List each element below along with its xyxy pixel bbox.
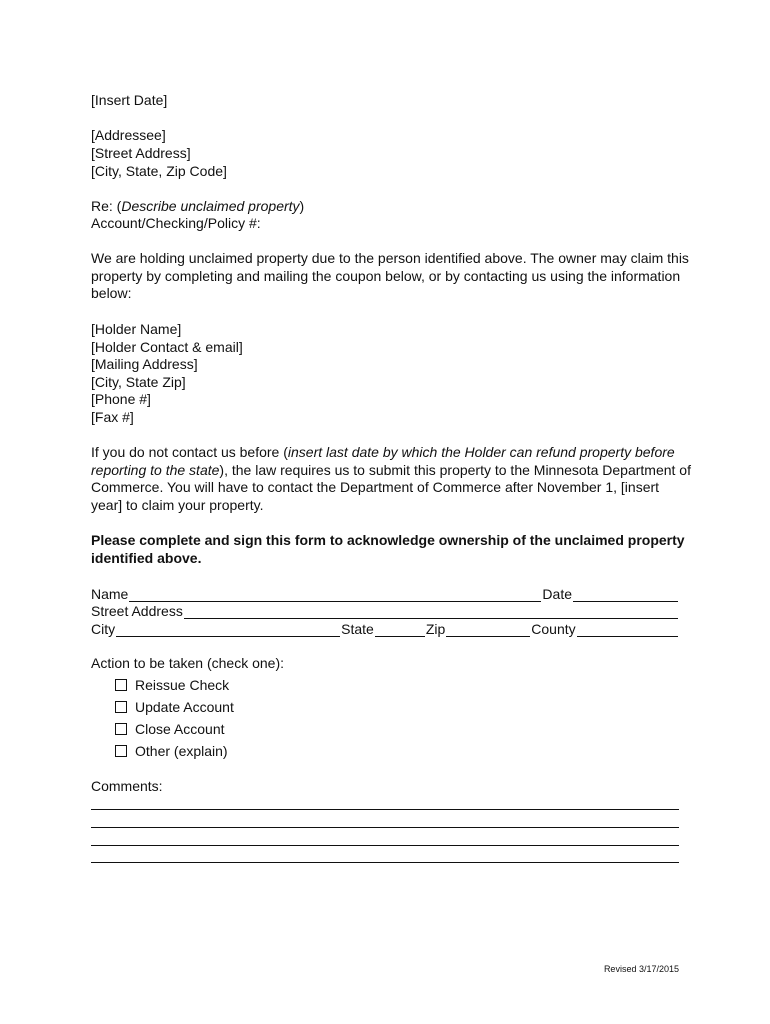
action-label-close: Close Account: [135, 721, 225, 737]
comments-label: Comments:: [91, 778, 163, 794]
holder-name: [Holder Name]: [91, 321, 182, 337]
checkbox-reissue[interactable]: [115, 679, 127, 691]
street-address: [Street Address]: [91, 145, 191, 161]
insert-date: [Insert Date]: [91, 92, 168, 108]
notice-paragraph: [91, 444, 691, 514]
form-heading: [91, 532, 691, 567]
intro-paragraph: [91, 250, 691, 303]
street-label: Street Address: [91, 603, 183, 619]
re-description: Describe unclaimed property: [121, 198, 300, 214]
checkbox-other[interactable]: [115, 745, 127, 757]
name-field[interactable]: [129, 587, 541, 602]
holder-fax: [Fax #]: [91, 409, 134, 425]
notice-suffix: ), the law requires us to submit this property to the Minnesota Department of Commerce. You will have to contact the Department of Commerce after November 1, [insert year] to claim your property.: [91, 461, 691, 513]
state-field[interactable]: [375, 622, 425, 637]
state-label: State: [341, 621, 374, 637]
action-option-close[interactable]: [115, 720, 225, 738]
street-field[interactable]: [184, 604, 678, 619]
holder-mailing: [Mailing Address]: [91, 356, 198, 372]
date-field[interactable]: [573, 587, 678, 602]
county-label: County: [531, 621, 576, 637]
re-prefix: Re: (: [91, 198, 122, 214]
county-field[interactable]: [577, 622, 678, 637]
action-option-update[interactable]: [115, 698, 234, 716]
holder-city: [City, State Zip]: [91, 374, 186, 390]
date-label: Date: [542, 586, 572, 602]
action-label-reissue: Reissue Check: [135, 677, 230, 693]
checkbox-update[interactable]: [115, 701, 127, 713]
action-label-update: Update Account: [135, 699, 234, 715]
re-line: [91, 198, 304, 215]
name-label: Name: [91, 586, 129, 602]
action-label-other: Other (explain): [135, 743, 228, 759]
intro-text: We are holding unclaimed property due to the person identified above. The owner may claim this property by completing and mailing the coupon below, or by contacting us using the information below:: [91, 250, 689, 301]
re-suffix: ): [299, 198, 305, 214]
city-row: [91, 619, 679, 637]
zip-field[interactable]: [446, 622, 530, 637]
city-label: City: [91, 621, 116, 637]
action-label: Action to be taken (check one):: [91, 655, 284, 671]
notice-prefix: If you do not contact us before (: [91, 444, 288, 460]
holder-phone: [Phone #]: [91, 391, 151, 407]
zip-label: Zip: [425, 621, 446, 637]
action-option-reissue[interactable]: [115, 676, 229, 694]
account-line: Account/Checking/Policy #:: [91, 215, 261, 231]
action-option-other[interactable]: [115, 742, 228, 760]
name-date-row: [91, 584, 679, 602]
city-field[interactable]: [116, 622, 340, 637]
city-state-zip: [City, State, Zip Code]: [91, 163, 227, 179]
comments-line[interactable]: [91, 862, 679, 863]
addressee: [Addressee]: [91, 127, 166, 143]
comments-line[interactable]: [91, 827, 679, 828]
comments-line[interactable]: [91, 809, 679, 810]
notice-italic: insert last date by which the Holder can refund property before reporting to the state: [91, 444, 675, 478]
checkbox-close[interactable]: [115, 723, 127, 735]
form-heading-text: Please complete and sign this form to acknowledge ownership of the unclaimed property identified above.: [91, 532, 685, 566]
street-row: [91, 601, 679, 619]
comments-line[interactable]: [91, 845, 679, 846]
holder-contact: [Holder Contact & email]: [91, 339, 243, 355]
revised-date: Revised 3/17/2015: [603, 964, 679, 974]
